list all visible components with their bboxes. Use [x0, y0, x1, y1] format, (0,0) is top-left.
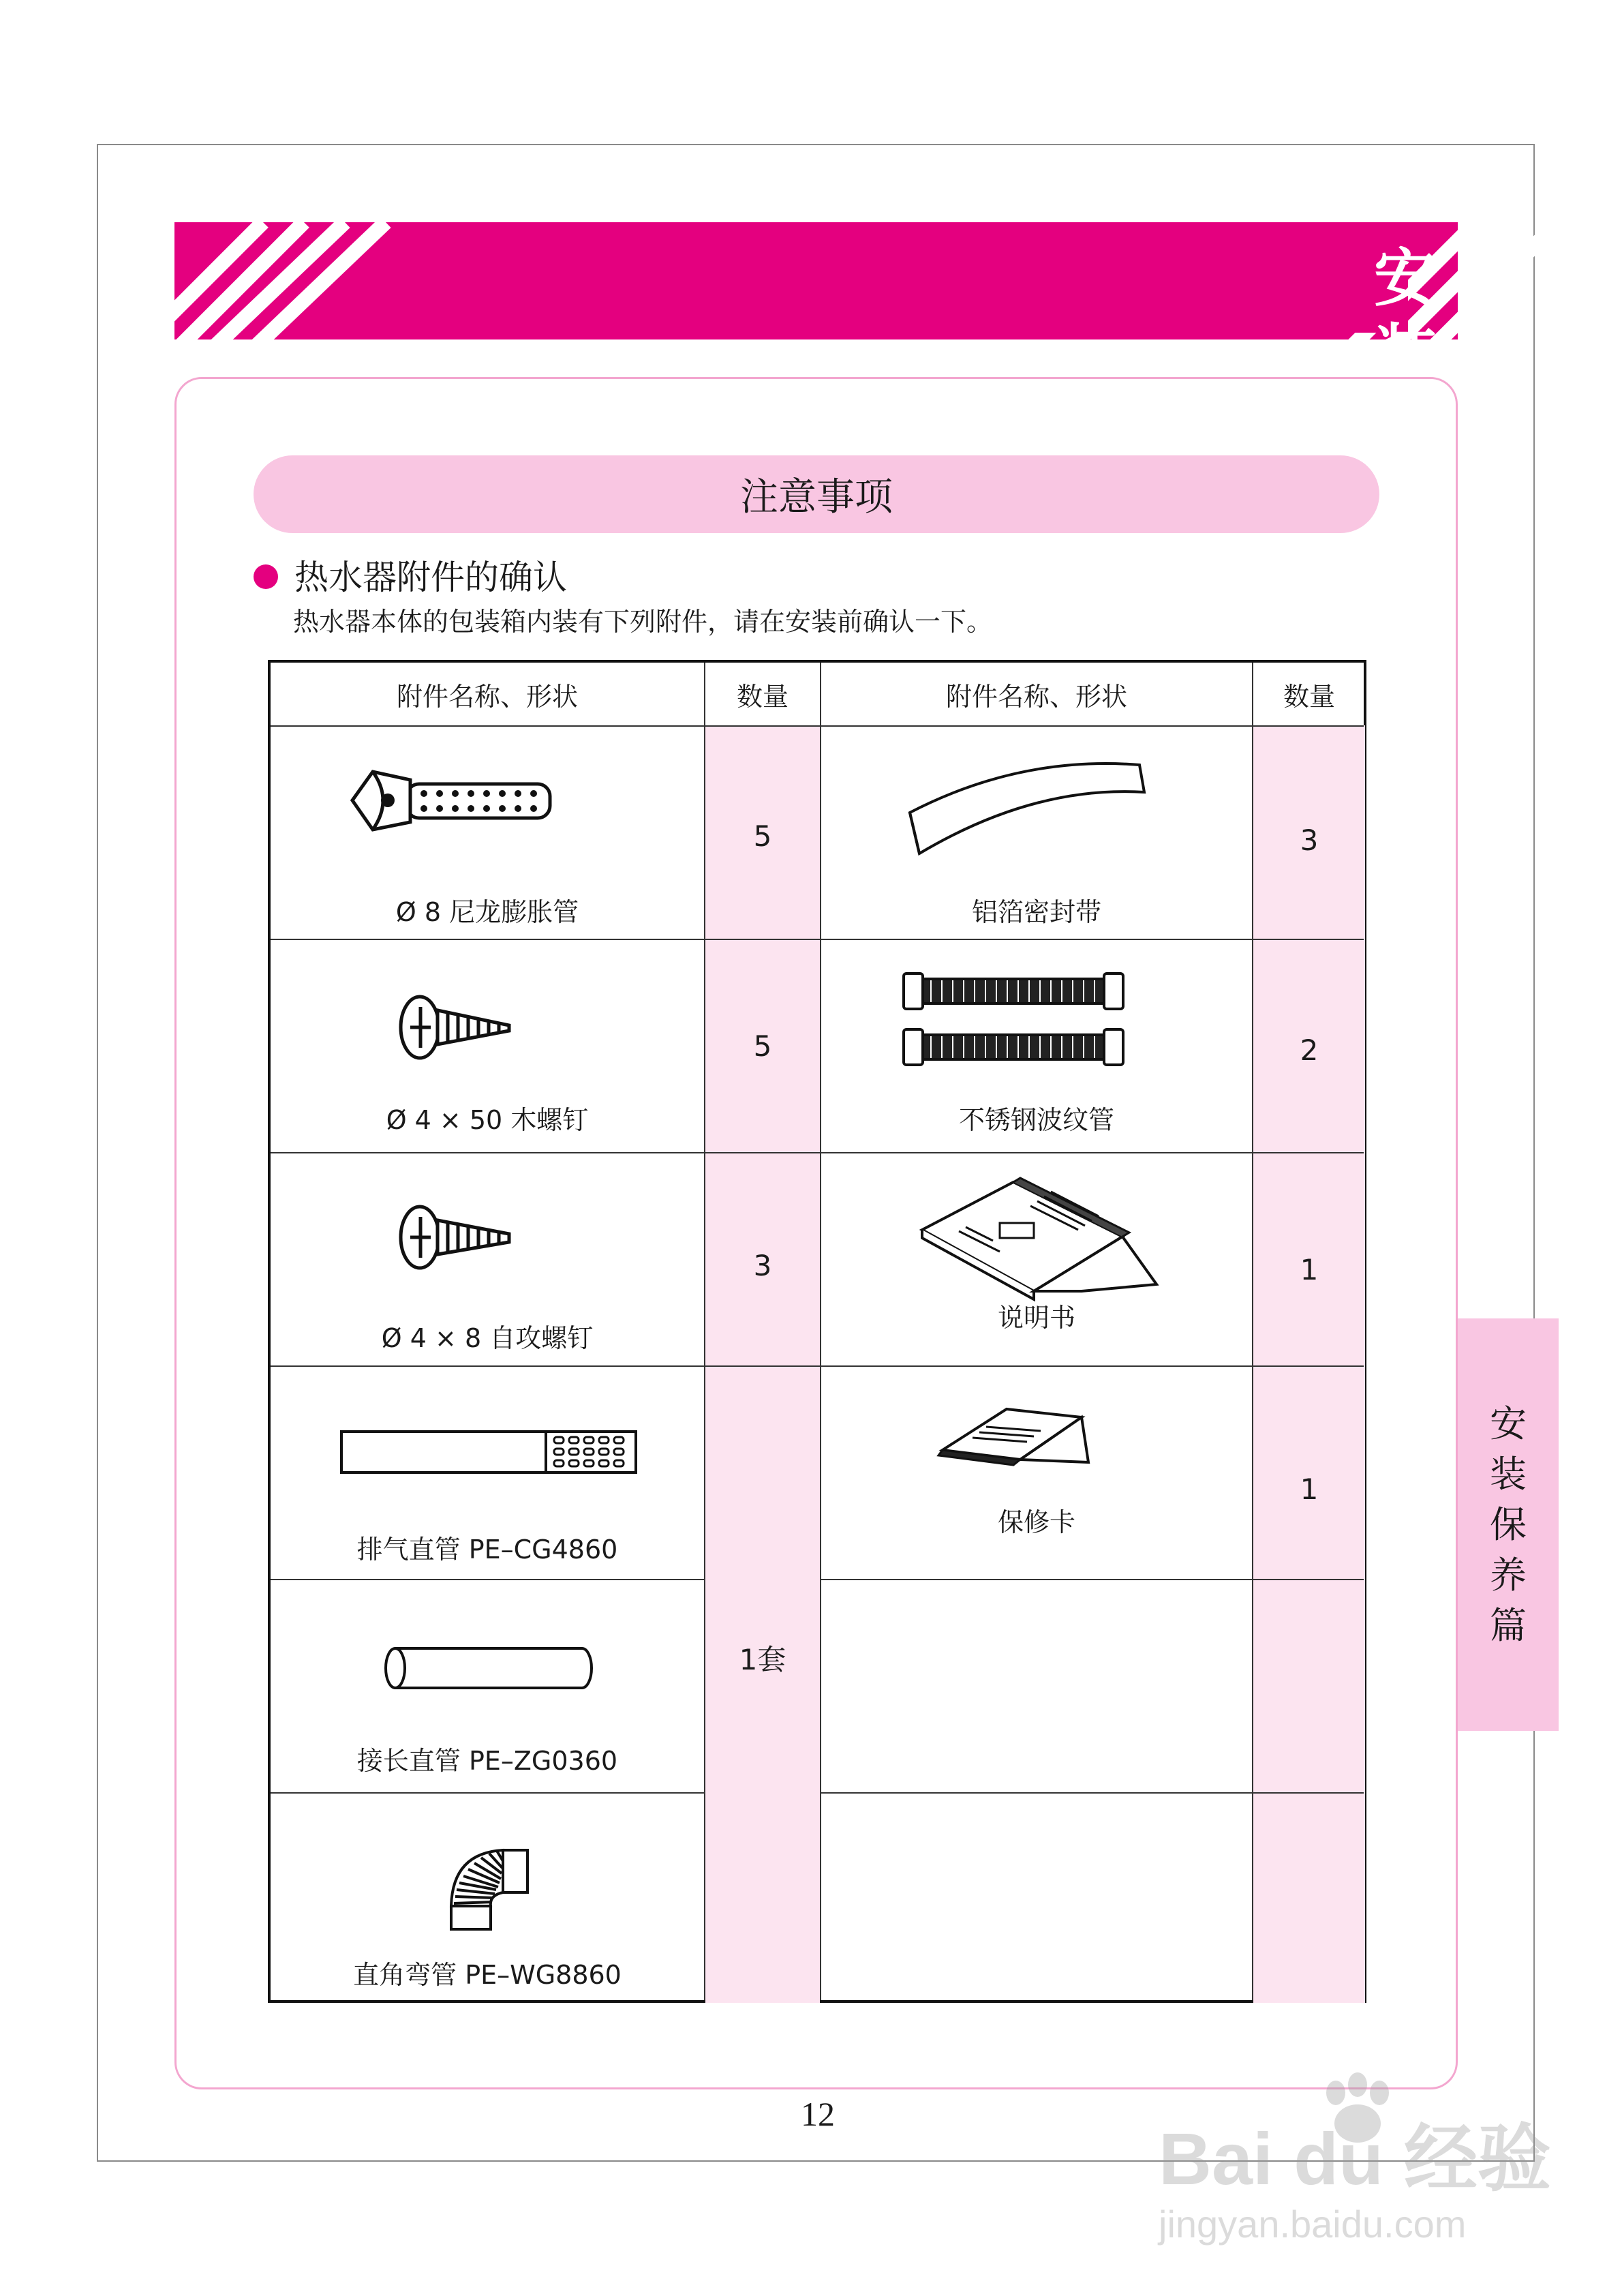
warranty-card-icon: [938, 1402, 1088, 1470]
accessory-name: 保修卡: [997, 1507, 1075, 1537]
bullet-icon: [254, 564, 278, 589]
foil-tape-icon: [904, 751, 1150, 860]
accessory-name: 接长直管 PE–ZG0360: [356, 1746, 618, 1776]
tapping-screw-icon: [397, 1200, 519, 1275]
accessory-qty: 1: [1300, 1472, 1319, 1506]
extension-pipe-icon: [383, 1644, 594, 1692]
watermark-url: jingyan.baidu.com: [1159, 2203, 1467, 2246]
side-tab-char: 养: [1490, 1553, 1527, 1597]
watermark-brand: Bai du 经验: [1159, 2117, 1552, 2200]
accessory-qty: 2: [1300, 1033, 1319, 1067]
accessory-qty: 3: [753, 1249, 772, 1282]
accessories-table: [268, 660, 1366, 2003]
corrugated-hose-icon: [901, 968, 1126, 1070]
accessory-name: 说明书: [997, 1303, 1075, 1333]
section-banner: [174, 222, 1458, 390]
subheading: 热水器附件的确认: [294, 558, 567, 597]
header-qty-right: 数量: [1283, 681, 1335, 712]
qty-column-left-bg: [705, 725, 820, 2003]
chapter-side-tab[interactable]: [1458, 1318, 1559, 1731]
page-number: 12: [801, 2095, 835, 2133]
side-tab-char: 篇: [1490, 1603, 1527, 1647]
banner-stripes: [174, 222, 1458, 339]
header-qty-left: 数量: [736, 681, 789, 712]
accessory-name: Ø 4 × 50 木螺钉: [386, 1105, 589, 1135]
section-title: 注意事项: [254, 455, 1379, 533]
subheading-description: 热水器本体的包装箱内装有下列附件，请在安装前确认一下。: [293, 607, 993, 637]
side-tab-char: 装: [1490, 1452, 1527, 1496]
side-tab-char: 安: [1490, 1402, 1527, 1445]
side-tab-char: 保: [1490, 1502, 1527, 1546]
accessory-group-qty: 1套: [739, 1643, 786, 1676]
accessory-qty: 3: [1300, 824, 1319, 857]
accessory-qty: 5: [753, 1029, 772, 1063]
accessory-qty: 5: [753, 819, 772, 853]
accessory-name: Ø 4 × 8 自攻螺钉: [381, 1323, 594, 1353]
qty-column-right-bg: [1253, 725, 1365, 2003]
accessory-name: Ø 8 尼龙膨胀管: [395, 897, 579, 927]
accessory-name: 不锈钢波纹管: [958, 1105, 1114, 1135]
header-name-right: 附件名称、形状: [945, 681, 1127, 712]
accessory-qty: 1: [1300, 1253, 1319, 1286]
wood-screw-icon: [397, 990, 519, 1065]
exhaust-pipe-icon: [339, 1428, 639, 1477]
elbow-pipe-icon: [438, 1843, 533, 1932]
accessory-name: 铝箔密封带: [971, 897, 1101, 927]
accessory-name: 排气直管 PE–CG4860: [356, 1535, 618, 1565]
wall-anchor-icon: [346, 765, 557, 833]
header-name-left: 附件名称、形状: [396, 681, 578, 712]
manual-icon: [918, 1175, 1163, 1298]
banner-title: 安装: [1374, 242, 1441, 390]
accessory-name: 直角弯管 PE–WG8860: [353, 1960, 622, 1990]
